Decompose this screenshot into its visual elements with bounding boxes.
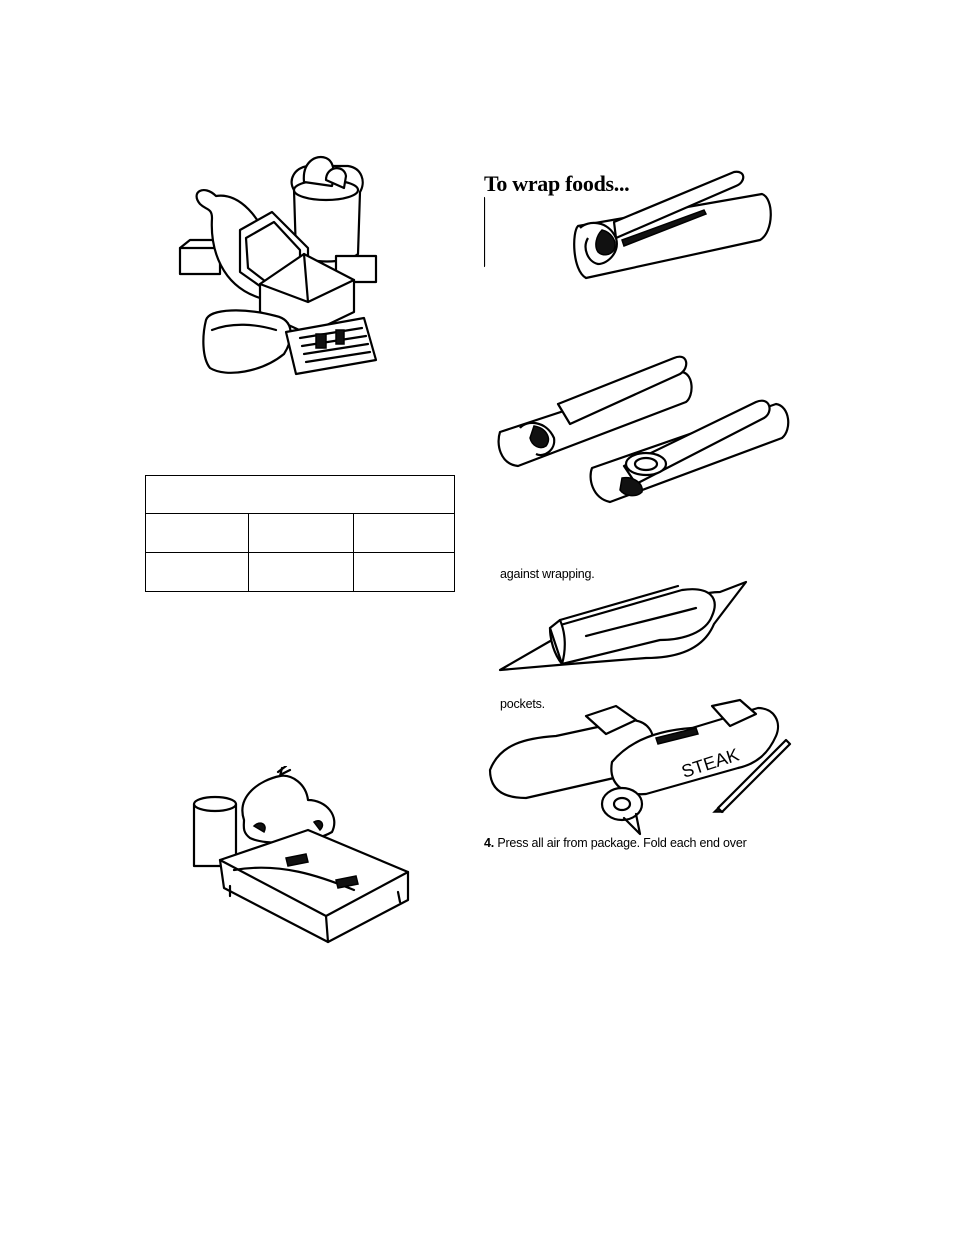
taped-packages-illustration — [486, 698, 796, 836]
page-title: To wrap foods... — [484, 171, 630, 196]
wrap-roll-illustration — [484, 168, 784, 286]
step4-text: Press all air from package. Fold each end over — [497, 836, 747, 850]
double-fold-illustration — [496, 350, 792, 512]
table-cell — [146, 552, 249, 591]
food-pile-illustration — [176, 152, 386, 380]
table-cell — [146, 514, 249, 552]
step4-caption — [484, 836, 747, 850]
table-cell — [249, 514, 354, 552]
step3-caption: against wrapping. — [500, 567, 595, 581]
step4-number: 4. — [484, 836, 495, 850]
table-cell — [249, 552, 354, 591]
table-cell — [354, 552, 455, 591]
step4-tail-caption: pockets. — [500, 697, 545, 711]
frozen-package-illustration — [190, 766, 412, 946]
press-air-illustration — [496, 578, 748, 676]
table-header-cell — [146, 476, 455, 514]
table-cell — [354, 514, 455, 552]
steak-label: STEAK — [679, 744, 742, 782]
blank-table — [145, 475, 455, 592]
